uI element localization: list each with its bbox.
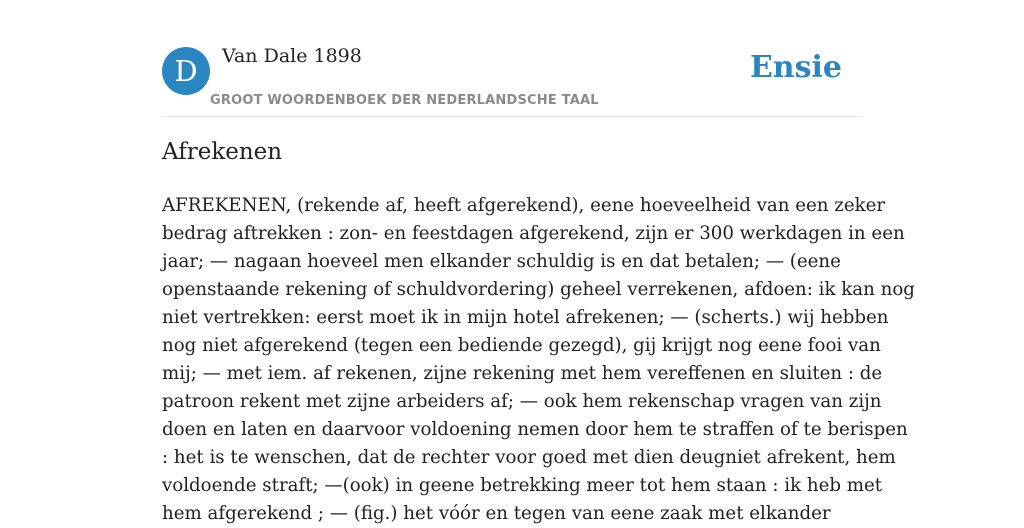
definition-line: bedrag aftrekken : zon- en feestdagen afgerekend, zijn er 300 werkdagen in een	[162, 223, 905, 244]
dictionary-subtitle: GROOT WOORDENBOEK DER NEDERLANDSCHE TAAL	[210, 93, 599, 108]
site-header	[162, 0, 862, 117]
dictionary-title[interactable]: Van Dale 1898	[222, 45, 362, 67]
definition-line: AFREKENEN, (rekende af, heeft afgerekend), eene hoeveelheid van een zeker	[162, 195, 886, 216]
definition-line: voldoende straft; —(ook) in geene betrekking meer tot hem staan : ik heb met	[162, 475, 883, 496]
definition-line: jaar; — nagaan hoeveel men elkander schuldig is en dat betalen; — (eene	[162, 251, 841, 272]
definition-line: mij; — met iem. af rekenen, zijne rekening met hem vereffenen en sluiten : de	[162, 363, 883, 384]
ensie-logo[interactable]: Ensie	[749, 50, 842, 85]
definition-line: hem afgerekend ; — (fig.) het vóór en tegen van eene zaak met elkander	[162, 503, 831, 524]
entry-definition	[162, 192, 915, 528]
entry-title: Afrekenen	[162, 139, 283, 165]
definition-line: doen en laten en daarvoor voldoening nemen door hem te straffen of te berispen	[162, 419, 908, 440]
definition-line: nog niet afgerekend (tegen een bediende gezegd), gij krijgt nog eene fooi van	[162, 335, 881, 356]
definition-line: openstaande rekening of schuldvordering) geheel verrekenen, afdoen: ik kan nog	[162, 279, 915, 300]
definition-line: : het is te wenschen, dat de rechter voor goed met dien deugniet afrekent, hem	[162, 447, 896, 468]
definition-line: niet vertrekken: eerst moet ik in mijn hotel afrekenen; — (scherts.) wij hebben	[162, 307, 889, 328]
definition-line: patroon rekent met zijne arbeiders af; — ook hem rekenschap vragen van zijn	[162, 391, 882, 412]
dictionary-logo[interactable]: D	[162, 47, 210, 95]
